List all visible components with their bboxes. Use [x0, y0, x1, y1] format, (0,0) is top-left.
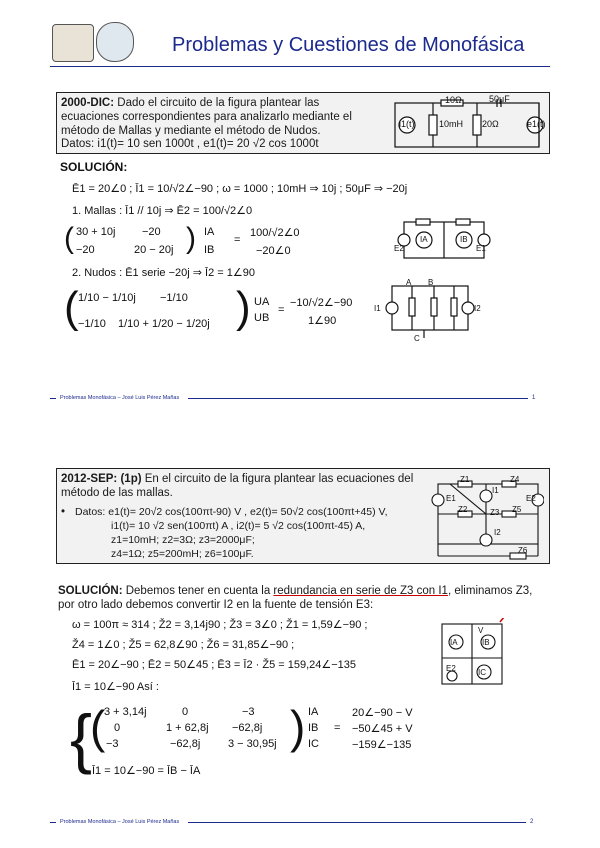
m2-r3c1: −3 [106, 738, 119, 750]
c1-label-50uf: 50μF [489, 94, 510, 104]
footer-1-text: Problemas Monofásica – José Luis Pérez Mañas [60, 395, 180, 401]
node1-label-i1: I1 [374, 304, 381, 313]
m1-r1c1: 30 + 10j [76, 226, 116, 238]
mesh1-label-ia: IA [420, 235, 428, 244]
m2-r1c2: 0 [182, 706, 189, 718]
m2-r1c1: 3 + 3,14j [104, 706, 147, 718]
problem-2-points: (1p) [120, 473, 142, 485]
solution-1-line-3: 2. Nudos : Ē1 serie −20j ⇒ Ī2 = 1∠90 [72, 267, 255, 279]
m1-unknown-1: IA [204, 226, 215, 238]
matrix-bracket-right: ) [186, 222, 196, 255]
university-logo [52, 24, 94, 62]
n1-rhs-2: 1∠90 [308, 315, 337, 327]
m2-constraint: Ī1 = 10∠−90 = ĪB − ĪA [92, 765, 201, 777]
department-logo [96, 22, 134, 62]
problem-2-data-2: i1(t)= 10 √2 sen(100πt) A , i2(t)= 5 √2 cos(100πt-45) A, [111, 520, 366, 532]
mesh1-label-ib: IB [460, 235, 468, 244]
solution-2-intro [58, 584, 546, 612]
solution-1-line-1: Ē1 = 20∠0 ; Ī1 = 10/√2∠−90 ; ω = 1000 ; 10mH ⇒ 10j ; 50μF ⇒ −20j [72, 183, 408, 195]
problem-2-data-3: z1=10mH; z2=3Ω; z3=2000μF; [111, 534, 255, 546]
m1-r2c2: 20 − 20j [134, 244, 174, 256]
footer-2-rule-right [188, 822, 526, 823]
footer-2-rule-left [50, 822, 56, 823]
m2-rhs-1: 20∠−90 − V [352, 707, 413, 719]
problem-box-1 [56, 92, 550, 154]
solution-1-line-2: 1. Mallas : Ī1 // 10j ⇒ Ē2 = 100/√2∠0 [72, 205, 253, 217]
nodal-matrix-1 [64, 282, 364, 344]
c2-label-z4: Z4 [510, 475, 520, 484]
m1-rhs-2: −20∠0 [256, 245, 291, 257]
page-number-1: 1 [532, 395, 536, 401]
solution-2-line-4: Ī1 = 10∠−90 Así : [72, 681, 159, 693]
c2-label-z6: Z6 [518, 546, 528, 555]
solution-2-line-3: Ē1 = 20∠−90 ; Ē2 = 50∠45 ; Ē3 = Ī2 · Ž5 = 159,24∠−135 [72, 659, 357, 671]
solution-2-title: SOLUCIÓN: [58, 585, 123, 597]
m2-r1c3: −3 [242, 706, 255, 718]
n1-equals: = [278, 304, 285, 316]
footer-1-rule-right [188, 398, 528, 399]
problem-1-text [61, 96, 379, 138]
m2-unknown-2: IB [308, 722, 319, 734]
m2-bracket-left: ( [90, 701, 106, 753]
solution-2-underline: redundancia en serie de Z3 con I1 [273, 585, 448, 597]
mesh2-label-ia: IA [450, 638, 458, 647]
c2-label-i2: I2 [494, 528, 501, 537]
node1-label-b: B [428, 278, 434, 287]
node1-label-i2: I2 [474, 304, 481, 313]
problem-2-text [61, 472, 431, 500]
mesh-matrix-1 [64, 222, 364, 262]
header-rule [50, 66, 550, 67]
n1-r1c1: 1/10 − 1/10j [78, 292, 136, 304]
problem-1-tag: 2000-DIC: [61, 97, 115, 109]
m1-equals: = [234, 234, 241, 246]
m2-unknown-3: IC [308, 738, 319, 750]
solution-2-line-2: Ž4 = 1∠0 ; Ž5 = 62,8∠90 ; Ž6 = 31,85∠−90 ; [72, 639, 295, 651]
solution-1-title: SOLUCIÓN: [60, 160, 128, 174]
m2-r2c2: 1 + 62,8j [166, 722, 209, 734]
c1-label-i1: i1(t) [399, 119, 415, 129]
c1-label-10ohm: 10Ω [445, 95, 462, 105]
mesh2-label-v: V [478, 626, 484, 635]
n1-unknown-1: UA [254, 296, 270, 308]
n1-r1c2: −1/10 [160, 292, 188, 304]
m2-r2c1: 0 [114, 722, 121, 734]
mesh2-label-e2: E2 [446, 664, 456, 673]
node1-label-c: C [414, 334, 420, 343]
page-number-2: 2 [530, 819, 534, 825]
page-title: Problemas y Cuestiones de Monofásica [172, 34, 525, 56]
mesh-circuit-1 [396, 214, 492, 266]
nodal-bracket-right: ) [236, 283, 251, 332]
problem-2-statement: En el circuito de la figura plantear las ecuaciones del método de las mallas. [61, 473, 414, 499]
mesh-system-2 [70, 700, 470, 784]
system-brace: { [70, 701, 93, 775]
footer-1-rule-left [50, 398, 56, 399]
matrix-bracket-left: ( [64, 222, 74, 255]
m2-r2c3: −62,8j [232, 722, 263, 734]
c1-label-10mh: 10mH [439, 119, 464, 129]
m2-rhs-3: −159∠−135 [352, 739, 412, 751]
m2-r3c3: 3 − 30,95j [228, 738, 277, 750]
m1-r2c1: −20 [76, 244, 95, 256]
n1-unknown-2: UB [254, 312, 270, 324]
c1-label-20ohm: 20Ω [482, 119, 499, 129]
mesh-circuit-2 [438, 618, 510, 692]
m1-unknown-2: IB [204, 244, 215, 256]
solution-2-text-b: , eliminamos Z3, por otro lado debemos convertir I2 en la fuente de tensión E3: [58, 585, 533, 611]
m2-unknown-1: IA [308, 706, 319, 718]
solution-2-text-a: Debemos tener en cuenta la [125, 585, 271, 597]
mesh2-label-ic: IC [478, 668, 486, 677]
c2-label-e2: E2 [526, 494, 536, 503]
problem-1-statement: Dado el circuito de la figura plantear las ecuaciones correspondientes para analizarlo mediante el método de Mallas y mediante el método de Nudos. [61, 97, 352, 137]
n1-r2c1: −1/10 [78, 318, 106, 330]
c2-label-z2: Z2 [458, 505, 468, 514]
footer-2-text: Problemas Monofásica – José Luis Pérez Mañas [60, 819, 180, 825]
c2-label-z1: Z1 [460, 475, 470, 484]
problem-2-tag: 2012-SEP: [61, 473, 118, 485]
mesh1-label-e2: E2 [394, 244, 404, 253]
c2-label-i1: I1 [492, 486, 499, 495]
c2-label-e1: E1 [446, 494, 456, 503]
m1-r1c2: −20 [142, 226, 161, 238]
problem-2-bullet: • [61, 506, 66, 518]
c1-label-e1: e1(t) [527, 119, 546, 129]
m2-bracket-right: ) [290, 701, 306, 753]
m2-rhs-2: −50∠45 + V [352, 723, 413, 735]
problem-2-data-4: z4=1Ω; z5=200mH; z6=100μF. [111, 548, 254, 560]
problem-2-data-1: Datos: e1(t)= 20√2 cos(100πt-90) V , e2(t)= 50√2 cos(100πt+45) V, [75, 506, 388, 518]
nodal-bracket-left: ( [64, 283, 79, 332]
n1-r2c2: 1/10 + 1/20 − 1/20j [118, 318, 210, 330]
m1-rhs-1: 100/√2∠0 [250, 227, 300, 239]
mesh1-label-e1: E1 [476, 244, 486, 253]
n1-rhs-1: −10/√2∠−90 [290, 297, 353, 309]
node1-label-a: A [406, 278, 412, 287]
m2-equals: = [334, 722, 341, 734]
c2-label-z5: Z5 [512, 505, 522, 514]
m2-r3c2: −62,8j [170, 738, 201, 750]
c2-label-z3: Z3 [490, 508, 500, 517]
solution-2-line-1: ω = 100π ≈ 314 ; Ž2 = 3,14j90 ; Ž3 = 3∠0 ; Ž1 = 1,59∠−90 ; [72, 619, 368, 631]
mesh2-label-ib: IB [482, 638, 490, 647]
problem-1-data: Datos: i1(t)= 10 sen 1000t , e1(t)= 20 √2 cos 1000t [61, 138, 319, 150]
